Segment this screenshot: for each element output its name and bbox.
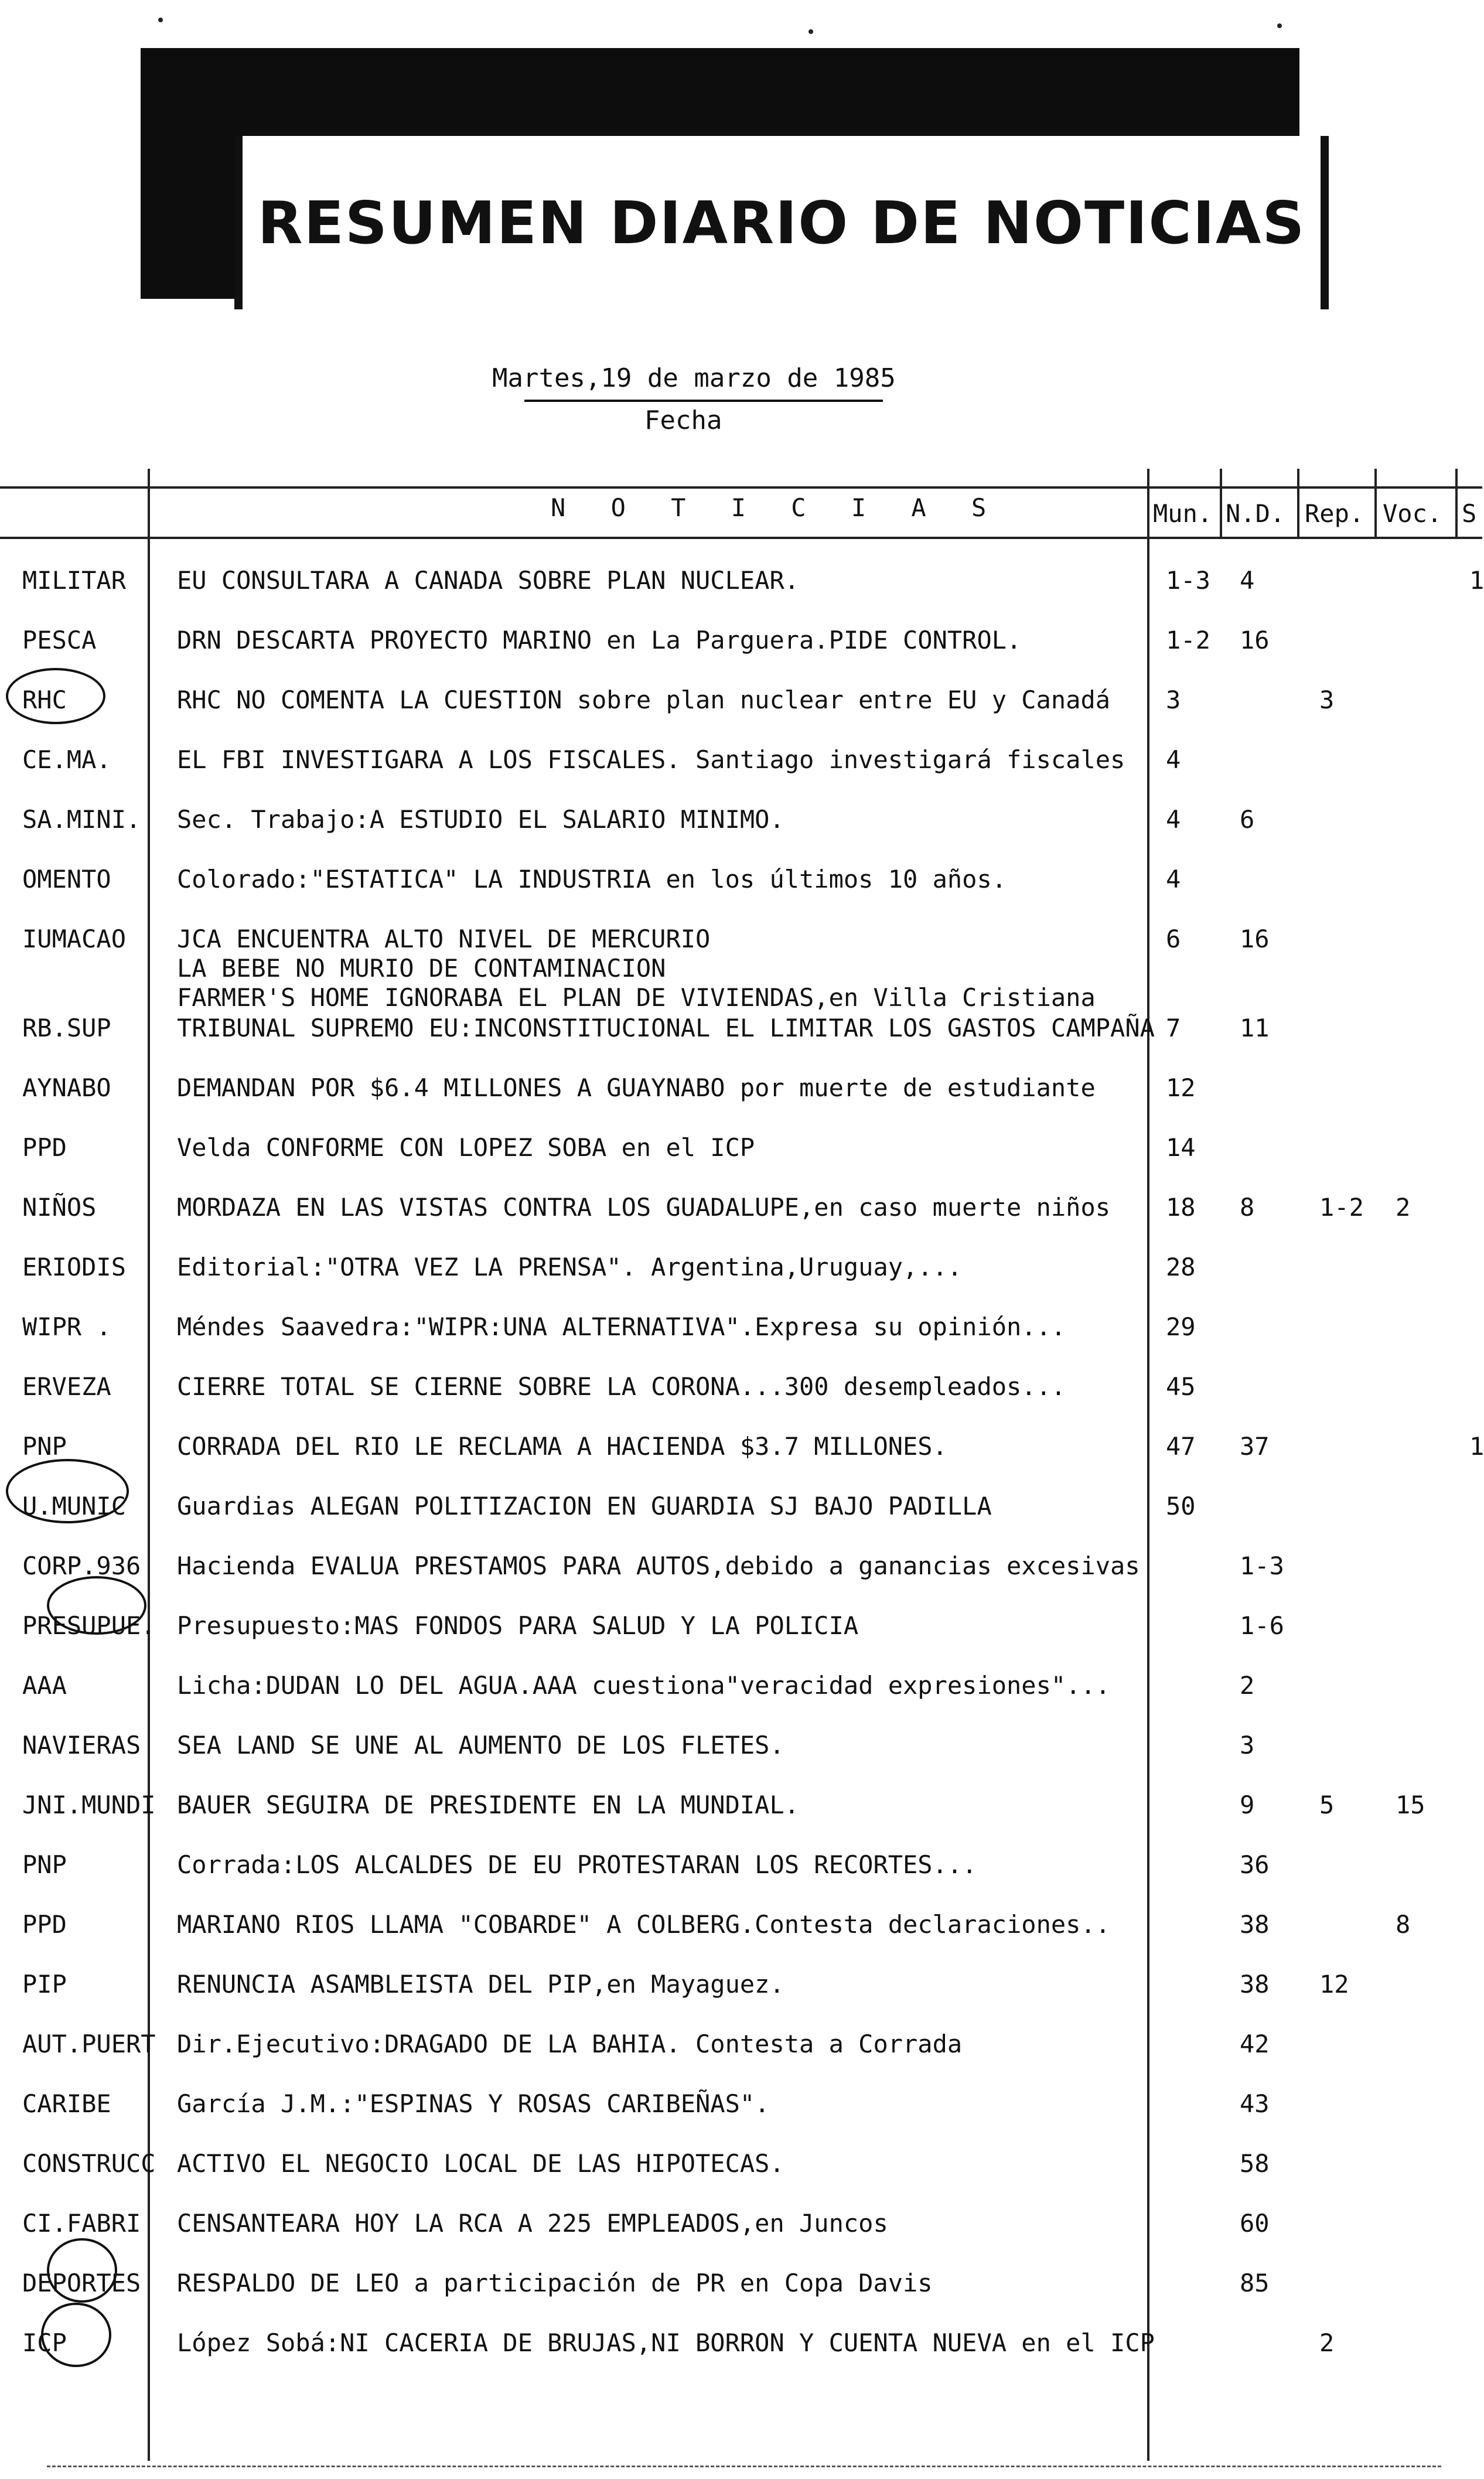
table-row	[0, 805, 1482, 864]
headline-cell: BAUER SEGUIRA DE PRESIDENTE EN LA MUNDIAL.	[177, 1791, 800, 1819]
headline-cell: Velda CONFORME CON LOPEZ SOBA en el ICP	[177, 1133, 755, 1162]
section-cell: DEPORTES	[22, 2269, 141, 2297]
headline-cell: López Sobá:NI CACERIA DE BRUJAS,NI BORRON Y CUENTA NUEVA en el ICP	[177, 2328, 1155, 2357]
voc-page-cell: 2	[1396, 1193, 1411, 1222]
scan-speck	[1277, 23, 1282, 28]
table-row	[0, 1671, 1482, 1730]
header-bottom-rule	[0, 537, 1482, 539]
table-row	[0, 1073, 1482, 1132]
mun-page-cell: 28	[1166, 1253, 1196, 1281]
table-row	[0, 1432, 1482, 1491]
nd-page-cell: 38	[1240, 1970, 1270, 1999]
nd-page-cell: 4	[1240, 566, 1255, 595]
mun-page-cell: 47	[1166, 1432, 1196, 1461]
rep-page-cell: 1-2	[1319, 1193, 1364, 1222]
headline-cell: Presupuesto:MAS FONDOS PARA SALUD Y LA POLICIA	[177, 1611, 859, 1640]
table-row	[0, 686, 1482, 744]
s-page-cell: 1	[1469, 1432, 1484, 1461]
title-banner	[141, 48, 1306, 299]
headline-cell: Sec. Trabajo:A ESTUDIO EL SALARIO MINIMO.	[177, 805, 784, 834]
section-cell: CARIBE	[22, 2089, 111, 2118]
section-cell: PNP	[22, 1850, 67, 1879]
headline-cell: Dir.Ejecutivo:DRAGADO DE LA BAHIA. Contesta a Corrada	[177, 2030, 963, 2058]
mun-page-cell: 7	[1166, 1014, 1181, 1042]
table-row	[0, 865, 1482, 923]
headline-cell: TRIBUNAL SUPREMO EU:INCONSTITUCIONAL EL LIMITAR LOS GASTOS CAMPAÑA	[177, 1014, 1155, 1042]
voc-page-cell: 15	[1396, 1791, 1425, 1819]
section-cell: PPD	[22, 1910, 67, 1939]
section-cell: IUMACAO	[22, 925, 127, 953]
headline-cell: RHC NO COMENTA LA CUESTION sobre plan nuclear entre EU y Canadá	[177, 686, 1111, 714]
nd-page-cell: 9	[1240, 1791, 1255, 1819]
headline-cell: Corrada:LOS ALCALDES DE EU PROTESTARAN LOS RECORTES...	[177, 1850, 977, 1879]
section-cell: U.MUNIC	[22, 1492, 127, 1520]
section-cell: PNP	[22, 1432, 67, 1461]
section-cell: JNI.MUNDI	[22, 1791, 156, 1819]
mun-page-cell: 1-2	[1166, 626, 1210, 654]
date-label: Fecha	[644, 405, 722, 435]
headline-cell: RESPALDO DE LEO a participación de PR en Copa Davis	[177, 2269, 933, 2297]
header-noticias: N O T I C I A S	[551, 493, 1002, 522]
headline-cell: Guardias ALEGAN POLITIZACION EN GUARDIA SJ BAJO PADILLA	[177, 1492, 992, 1520]
headline-cell: SEA LAND SE UNE AL AUMENTO DE LOS FLETES.	[177, 1731, 784, 1759]
section-cell: CORP.936	[22, 1551, 141, 1580]
title-frame	[234, 136, 1329, 309]
nd-page-cell: 42	[1240, 2030, 1270, 2058]
header-mun: Mun.	[1153, 499, 1213, 528]
rep-page-cell: 3	[1319, 686, 1335, 714]
mun-page-cell: 50	[1166, 1492, 1196, 1520]
mun-page-cell: 45	[1166, 1372, 1196, 1401]
table-row	[0, 1791, 1482, 1849]
headline-cell: EL FBI INVESTIGARA A LOS FISCALES. Santiago investigará fiscales	[177, 745, 1125, 774]
section-cell: RB.SUP	[22, 1014, 111, 1042]
table-row	[0, 2269, 1482, 2327]
nd-page-cell: 6	[1240, 805, 1255, 834]
headline-cell: CORRADA DEL RIO LE RECLAMA A HACIENDA $3.7 MILLONES.	[177, 1432, 947, 1461]
mun-page-cell: 3	[1166, 686, 1181, 714]
headline-cell: EU CONSULTARA A CANADA SOBRE PLAN NUCLEAR.	[177, 566, 800, 595]
date-underline	[524, 400, 883, 402]
section-cell: RHC	[22, 686, 67, 714]
table-row	[0, 745, 1482, 804]
section-cell: CE.MA.	[22, 745, 111, 774]
table-row	[0, 1731, 1482, 1789]
mun-page-cell: 4	[1166, 745, 1181, 774]
nd-page-cell: 8	[1240, 1193, 1255, 1222]
section-cell: ERIODIS	[22, 1253, 127, 1281]
table-row	[0, 1492, 1482, 1550]
table-row	[0, 626, 1482, 684]
voc-column-divider	[1374, 469, 1377, 537]
nd-page-cell: 3	[1240, 1731, 1255, 1759]
section-cell: NAVIERAS	[22, 1731, 141, 1759]
mun-page-cell: 14	[1166, 1133, 1196, 1162]
table-row	[0, 1372, 1482, 1431]
rep-column-divider	[1297, 469, 1299, 537]
nd-page-cell: 11	[1240, 1014, 1270, 1042]
headline-cell: Licha:DUDAN LO DEL AGUA.AAA cuestiona"veracidad expresiones"...	[177, 1671, 1111, 1700]
table-row	[0, 1312, 1482, 1371]
section-cell: AYNABO	[22, 1073, 111, 1102]
section-cell: AUT.PUERT	[22, 2030, 156, 2058]
nd-page-cell: 16	[1240, 925, 1270, 953]
nd-page-cell: 85	[1240, 2269, 1270, 2297]
headline-cell: RENUNCIA ASAMBLEISTA DEL PIP,en Mayaguez.	[177, 1970, 784, 1999]
nd-page-cell: 36	[1240, 1850, 1270, 1879]
mun-page-cell: 4	[1166, 865, 1181, 894]
table-row	[0, 566, 1482, 625]
section-cell: OMENTO	[22, 865, 111, 894]
headline-cell: JCA ENCUENTRA ALTO NIVEL DE MERCURIO LA BEBE NO MURIO DE CONTAMINACION FARMER'S HOME IGNORABA EL PLAN DE VIVIENDAS,en Villa Cristiana	[177, 925, 1096, 1012]
nd-page-cell: 43	[1240, 2089, 1270, 2118]
headline-cell: ACTIVO EL NEGOCIO LOCAL DE LAS HIPOTECAS.	[177, 2149, 784, 2178]
table-row	[0, 2030, 1482, 2088]
section-cell: PESCA	[22, 626, 97, 654]
headline-cell: MORDAZA EN LAS VISTAS CONTRA LOS GUADALUPE,en caso muerte niños	[177, 1193, 1111, 1222]
table-row	[0, 1910, 1482, 1969]
headline-cell: Hacienda EVALUA PRESTAMOS PARA AUTOS,debido a ganancias excesivas	[177, 1551, 1140, 1580]
section-cell: AAA	[22, 1671, 67, 1700]
nd-page-cell: 1-3	[1240, 1551, 1284, 1580]
section-cell: SA.MINI.	[22, 805, 141, 834]
news-table	[0, 469, 1482, 2461]
nd-page-cell: 38	[1240, 1910, 1270, 1939]
table-row	[0, 1850, 1482, 1909]
hand-circle-deportes	[41, 2303, 111, 2367]
mun-page-cell: 4	[1166, 805, 1181, 834]
mun-page-cell: 12	[1166, 1073, 1196, 1102]
scan-speck	[808, 29, 813, 34]
nd-page-cell: 16	[1240, 626, 1270, 654]
headline-cell: CENSANTEARA HOY LA RCA A 225 EMPLEADOS,en Juncos	[177, 2209, 888, 2238]
section-cell: PIP	[22, 1970, 67, 1999]
headline-cell: MARIANO RIOS LLAMA "COBARDE" A COLBERG.Contesta declaraciones..	[177, 1910, 1111, 1939]
section-cell: ERVEZA	[22, 1372, 111, 1401]
headline-cell: García J.M.:"ESPINAS Y ROSAS CARIBEÑAS".	[177, 2089, 770, 2118]
nd-page-cell: 58	[1240, 2149, 1270, 2178]
mun-page-cell: 18	[1166, 1193, 1196, 1222]
mun-page-cell: 1-3	[1166, 566, 1210, 595]
table-top-rule	[0, 486, 1482, 489]
table-row	[0, 1253, 1482, 1311]
nd-page-cell: 60	[1240, 2209, 1270, 2238]
nd-page-cell: 1-6	[1240, 1611, 1284, 1640]
headline-cell: DEMANDAN POR $6.4 MILLONES A GUAYNABO por muerte de estudiante	[177, 1073, 1096, 1102]
table-row	[0, 2149, 1482, 2208]
rep-page-cell: 12	[1319, 1970, 1349, 1999]
date-text: Martes,19 de marzo de 1985	[492, 363, 896, 393]
mun-page-cell: 6	[1166, 925, 1181, 953]
hand-circle-corp	[47, 1576, 146, 1635]
headline-cell: DRN DESCARTA PROYECTO MARINO en La Parguera.PIDE CONTROL.	[177, 626, 1022, 654]
section-cell: PRESUPUE.	[22, 1611, 156, 1640]
rep-page-cell: 5	[1319, 1791, 1335, 1819]
table-row	[0, 1551, 1482, 1610]
headline-cell: Editorial:"OTRA VEZ LA PRENSA". Argentina,Uruguay,...	[177, 1253, 963, 1281]
page-bottom-rule	[47, 2466, 1441, 2467]
nd-page-cell: 37	[1240, 1432, 1270, 1461]
header-nd: N.D.	[1226, 499, 1285, 528]
hand-circle-pnp	[6, 1459, 129, 1523]
hand-circle-fabri	[47, 2238, 117, 2303]
section-cell: WIPR .	[22, 1312, 111, 1341]
page-title: RESUMEN DIARIO DE NOTICIAS	[257, 188, 1306, 257]
section-cell: CONSTRUCC	[22, 2149, 156, 2178]
header-s: S	[1462, 499, 1477, 528]
rep-page-cell: 2	[1319, 2328, 1335, 2357]
table-row	[0, 1193, 1482, 1252]
nd-column-divider	[1220, 469, 1222, 537]
s-column-divider	[1455, 469, 1458, 537]
table-row	[0, 1970, 1482, 2028]
nd-page-cell: 2	[1240, 1671, 1255, 1700]
scan-speck	[158, 18, 163, 22]
headline-cell: CIERRE TOTAL SE CIERNE SOBRE LA CORONA...300 desempleados...	[177, 1372, 1066, 1401]
headline-cell: Colorado:"ESTATICA" LA INDUSTRIA en los últimos 10 años.	[177, 865, 1007, 894]
table-row	[0, 925, 1482, 1012]
mun-page-cell: 29	[1166, 1312, 1196, 1341]
header-rep: Rep.	[1305, 499, 1364, 528]
section-cell: ICP	[22, 2328, 67, 2357]
table-row	[0, 2089, 1482, 2148]
section-cell: NIÑOS	[22, 1193, 97, 1222]
s-page-cell: 1	[1469, 566, 1484, 595]
table-row	[0, 1133, 1482, 1192]
table-row	[0, 1014, 1482, 1072]
voc-page-cell: 8	[1396, 1910, 1411, 1939]
table-row	[0, 2209, 1482, 2267]
headline-cell: Méndes Saavedra:"WIPR:UNA ALTERNATIVA".Expresa su opinión...	[177, 1312, 1066, 1341]
header-voc: Voc.	[1383, 499, 1442, 528]
table-row	[0, 1611, 1482, 1670]
section-cell: MILITAR	[22, 566, 127, 595]
table-row	[0, 2328, 1482, 2387]
section-cell: PPD	[22, 1133, 67, 1162]
hand-circle-rhc	[6, 668, 105, 724]
section-cell: CI.FABRI	[22, 2209, 141, 2238]
